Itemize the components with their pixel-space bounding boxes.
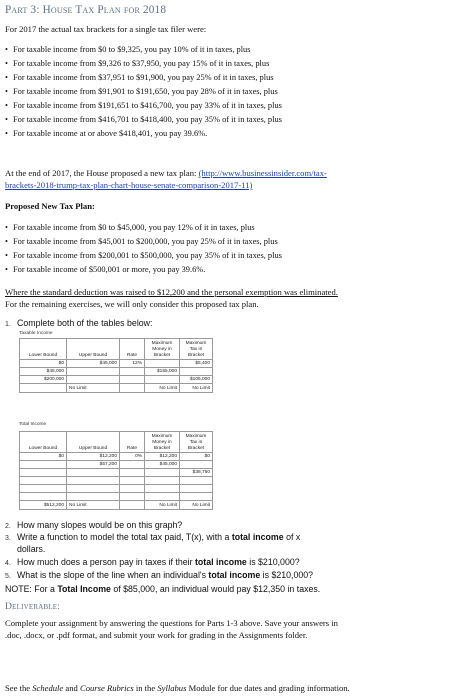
table-cell[interactable]: $45,000 — [20, 368, 67, 376]
bracket-item — [5, 128, 207, 139]
table-cell[interactable] — [120, 384, 145, 393]
bracket-item — [5, 236, 278, 247]
table-cell[interactable]: $12,200 — [67, 453, 120, 461]
table-cell[interactable] — [180, 477, 213, 485]
bullet-icon: • — [5, 223, 8, 232]
table-cell[interactable] — [20, 485, 67, 493]
table-header: Maximum Money in Bracket — [145, 339, 180, 360]
bracket-item — [5, 264, 205, 275]
table-cell[interactable] — [20, 461, 67, 469]
bullet-icon: • — [5, 101, 8, 110]
table-cell[interactable]: $105,000 — [180, 376, 213, 384]
proposal-line-2 — [5, 180, 252, 191]
table-cell[interactable] — [120, 376, 145, 384]
table-cell[interactable] — [20, 477, 67, 485]
table-cell[interactable]: $155,000 — [145, 368, 180, 376]
table-cell[interactable] — [145, 493, 180, 501]
bracket-item — [5, 86, 278, 97]
table-cell[interactable] — [67, 469, 120, 477]
total-income-table — [19, 431, 213, 510]
table-cell[interactable] — [120, 461, 145, 469]
table-cell[interactable]: No Limit — [67, 384, 120, 393]
table-row — [20, 485, 213, 493]
bullet-icon: • — [5, 251, 8, 260]
part-title: Part 3: House Tax Plan for 2018 — [5, 4, 167, 16]
syllabus-ref: Syllabus — [157, 683, 187, 693]
bullet-icon: • — [5, 73, 8, 82]
table-cell[interactable]: $57,200 — [67, 461, 120, 469]
bracket-item — [5, 72, 274, 83]
question-number: 5. — [5, 573, 11, 580]
deliverable-text-2: .doc, .docx, or .pdf format, and submit your work for grading in the Assignments folder. — [5, 630, 308, 640]
table-row — [20, 384, 213, 393]
table-header: Rate — [120, 432, 145, 453]
table-cell[interactable] — [67, 493, 120, 501]
table-cell[interactable] — [145, 485, 180, 493]
table-cell[interactable] — [67, 368, 120, 376]
table-cell[interactable] — [180, 461, 213, 469]
bracket-text: For taxable income at or above $418,401, you pay 39.6%. — [13, 129, 208, 138]
table-cell[interactable] — [120, 477, 145, 485]
table-cell[interactable] — [145, 477, 180, 485]
table-cell[interactable] — [145, 360, 180, 368]
bullet-icon: • — [5, 59, 8, 68]
schedule-ref: Schedule — [32, 683, 64, 693]
note: NOTE: For a Total Income of $85,000, an individual would pay $12,350 in taxes. — [5, 584, 321, 594]
bracket-item — [5, 250, 282, 261]
table-cell[interactable] — [120, 485, 145, 493]
bracket-text: For taxable income of $500,001 or more, you pay 39.6%. — [13, 265, 206, 274]
deliverable-text-1: Complete your assignment by answering the questions for Parts 1-3 above. Save your answers in — [5, 618, 338, 628]
table-cell[interactable] — [145, 469, 180, 477]
question-number: 2. — [5, 523, 11, 530]
table-cell[interactable]: No Limit — [180, 384, 213, 393]
taxable-income-table — [19, 338, 213, 393]
bullet-icon: • — [5, 45, 8, 54]
table-cell[interactable] — [20, 493, 67, 501]
table-cell[interactable] — [67, 376, 120, 384]
table-cell[interactable]: $38,750 — [180, 469, 213, 477]
bracket-text: For taxable income from $191,651 to $416,700, you pay 33% of it in taxes, plus — [13, 101, 282, 110]
question-3-continued: dollars. — [17, 544, 46, 554]
table-cell[interactable] — [120, 501, 145, 510]
bracket-text: For taxable income from $9,326 to $37,950, you pay 15% of it in taxes, plus — [13, 59, 270, 68]
deduction-line-1: Where the standard deduction was raised to $12,200 and the personal exemption was eliminated. — [5, 287, 338, 297]
table-cell[interactable]: No Limit — [145, 384, 180, 393]
article-link-part-2[interactable]: brackets-2018-trump-tax-plan-chart-house-senate-comparison-2017-11) — [5, 180, 253, 190]
bullet-icon: • — [5, 115, 8, 124]
deduction-line-2: For the remaining exercises, we will only consider this proposed tax plan. — [5, 299, 259, 309]
table-header: Lower Bound — [20, 339, 67, 360]
table-row — [20, 469, 213, 477]
proposal-line-1 — [5, 168, 327, 179]
question-text: How many slopes would be on this graph? — [17, 520, 183, 530]
question-text: Complete both of the tables below: — [17, 318, 153, 328]
table-cell[interactable]: $512,200 — [20, 501, 67, 510]
table-cell[interactable] — [180, 493, 213, 501]
bracket-item — [5, 44, 251, 55]
question-number: 1. — [5, 321, 11, 328]
table-cell[interactable]: No Limit — [145, 501, 180, 510]
deliverable-title: Deliverable: — [5, 601, 61, 612]
proposal-text: At the end of 2017, the House proposed a new tax plan: — [5, 168, 199, 178]
bracket-text: For taxable income from $45,001 to $200,000, you pay 25% of it in taxes, plus — [13, 237, 278, 246]
question-3: 3. Write a function to model the total tax paid, T(x), with a total income of x — [5, 532, 301, 542]
question-1 — [5, 318, 152, 330]
bracket-item — [5, 100, 282, 111]
table-row — [20, 501, 213, 510]
bullet-icon: • — [5, 237, 8, 246]
proposed-heading: Proposed New Tax Plan: — [5, 201, 95, 211]
question-number: 3. — [5, 535, 11, 542]
table-header: Maximum Tax in Bracket — [180, 432, 213, 453]
table-header: Maximum Money in Bracket — [145, 432, 180, 453]
bracket-item — [5, 222, 255, 233]
bracket-item — [5, 58, 269, 69]
footer-note: See the Schedule and Course Rubrics in the Syllabus Module for due dates and grading information. — [5, 683, 350, 693]
table-cell[interactable]: $0 — [20, 453, 67, 461]
table-row — [20, 360, 213, 368]
bullet-icon: • — [5, 87, 8, 96]
table-cell[interactable]: $12,200 — [145, 453, 180, 461]
table-header: Upper Bound — [67, 432, 120, 453]
table-cell[interactable] — [145, 376, 180, 384]
question-4: 4. How much does a person pay in taxes if their total income is $210,000? — [5, 557, 300, 567]
table-header: Upper Bound — [67, 339, 120, 360]
table-cell[interactable] — [180, 368, 213, 376]
table-cell[interactable]: $0 — [180, 453, 213, 461]
bracket-text: For taxable income from $416,701 to $418,400, you pay 35% of it in taxes, plus — [13, 115, 282, 124]
table-cell[interactable]: 12% — [120, 360, 145, 368]
bracket-item — [5, 114, 282, 125]
bullet-icon: • — [5, 265, 8, 274]
table-cell[interactable]: No Limit — [67, 501, 120, 510]
question-5: 5. What is the slope of the line when an individual's total income is $210,000? — [5, 570, 314, 580]
table-row — [20, 477, 213, 485]
table2-caption: Total Income — [19, 422, 47, 427]
bracket-text: For taxable income from $91,901 to $191,650, you pay 28% of it in taxes, plus — [13, 87, 278, 96]
table-cell[interactable]: $200,000 — [20, 376, 67, 384]
table-row — [20, 376, 213, 384]
bracket-text: For taxable income from $37,951 to $91,900, you pay 25% of it in taxes, plus — [13, 73, 274, 82]
table-cell[interactable] — [67, 477, 120, 485]
table-cell[interactable]: 0% — [120, 453, 145, 461]
table-cell[interactable]: $0 — [20, 360, 67, 368]
table1-caption: Taxable Income — [19, 331, 53, 336]
bracket-text: For taxable income from $0 to $45,000, you pay 12% of it in taxes, plus — [13, 223, 255, 232]
table-cell[interactable] — [120, 469, 145, 477]
table-cell[interactable]: No Limit — [180, 501, 213, 510]
table-row — [20, 453, 213, 461]
rubrics-ref: Course Rubrics — [79, 683, 134, 693]
question-2 — [5, 520, 182, 532]
question-number: 4. — [5, 560, 11, 567]
bracket-text: For taxable income from $0 to $9,325, you pay 10% of it in taxes, plus — [13, 45, 251, 54]
table-cell[interactable] — [20, 384, 67, 393]
table-cell[interactable]: $45,000 — [67, 360, 120, 368]
table-cell[interactable]: $5,400 — [180, 360, 213, 368]
table-row — [20, 493, 213, 501]
table-cell[interactable] — [67, 485, 120, 493]
table-header: Lower Bound — [20, 432, 67, 453]
table-row — [20, 461, 213, 469]
table-header: Maximum Tax in Bracket — [180, 339, 213, 360]
intro-text: For 2017 the actual tax brackets for a single tax filer were: — [5, 24, 207, 34]
table-header: Rate — [120, 339, 145, 360]
table-cell[interactable] — [20, 469, 67, 477]
article-link-part-1[interactable]: (http://www.businessinsider.com/tax- — [198, 168, 327, 178]
table-cell[interactable] — [120, 493, 145, 501]
bullet-icon: • — [5, 129, 8, 138]
table-cell[interactable] — [180, 485, 213, 493]
bracket-text: For taxable income from $200,001 to $500,000, you pay 35% of it in taxes, plus — [13, 251, 282, 260]
table-cell[interactable] — [120, 368, 145, 376]
table-row — [20, 368, 213, 376]
table-cell[interactable]: $45,000 — [145, 461, 180, 469]
